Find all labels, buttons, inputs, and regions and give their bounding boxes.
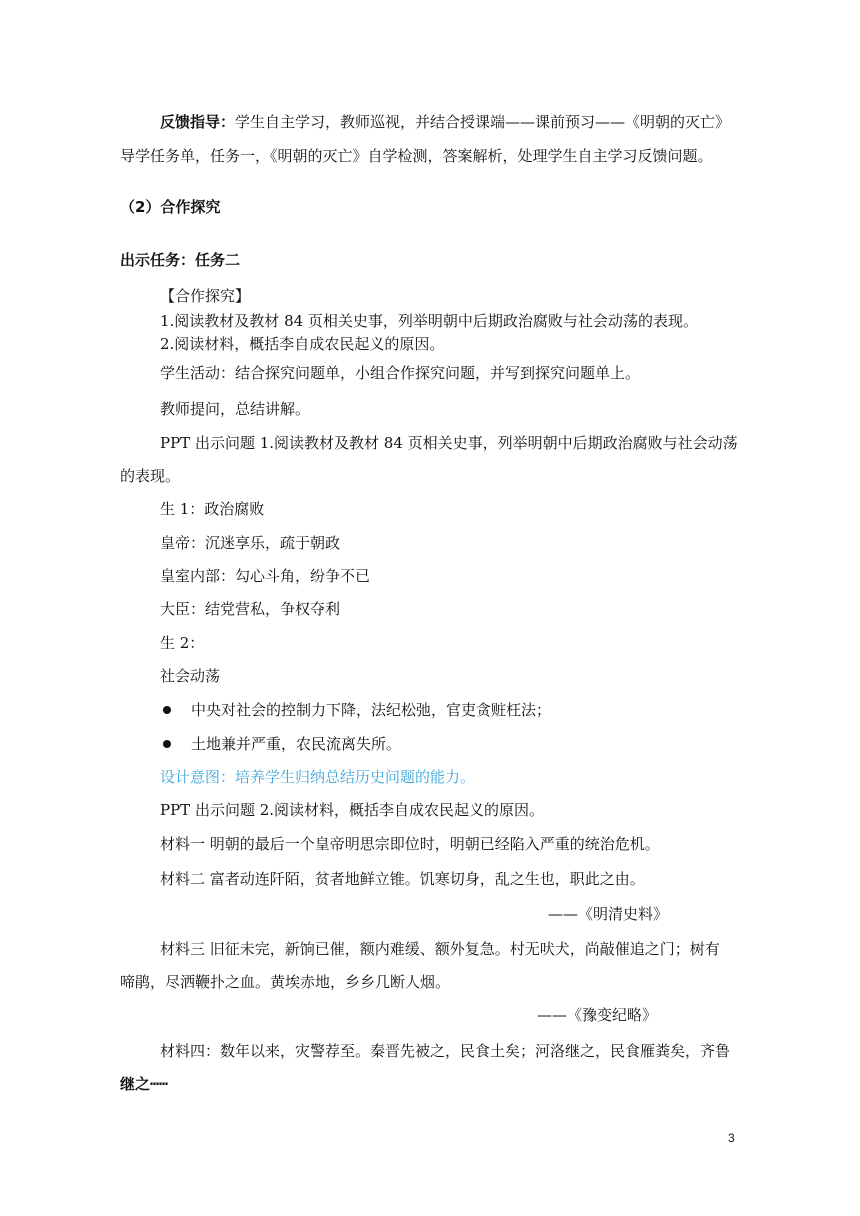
bullet-icon xyxy=(163,740,171,748)
bullet-item-2: 土地兼并严重，农民流离失所。 xyxy=(191,735,402,753)
material-3-source: ——《豫变纪略》 xyxy=(537,1006,658,1024)
material-2-source: ——《明清史料》 xyxy=(548,905,669,923)
student-1-emperor: 皇帝：沉迷享乐，疏于朝政 xyxy=(160,534,341,552)
material-2: 材料二 富者动连阡陌，贫者地鲜立锥。饥寒切身，乱之生也，职此之由。 xyxy=(160,870,645,888)
material-4-line-2: 继之┅┅ xyxy=(120,1075,169,1093)
teacher-question: 教师提问，总结讲解。 xyxy=(160,400,311,418)
material-1: 材料一 明朝的最后一个皇帝明思宗即位时，明朝已经陷入严重的统治危机。 xyxy=(160,835,660,853)
student-2-label: 生 2： xyxy=(160,634,205,652)
student-activity: 学生活动：结合探究问题单，小组合作探究问题，并写到探究问题单上。 xyxy=(160,364,641,382)
student-1-royal: 皇室内部：勾心斗角，纷争不已 xyxy=(160,567,371,585)
ppt-question-2: PPT 出示问题 2.阅读材料，概括李自成农民起义的原因。 xyxy=(160,801,545,819)
bullet-icon xyxy=(163,706,171,714)
feedback-label: 反馈指导： xyxy=(160,113,236,131)
feedback-line-2: 导学任务单，任务一，《明朝的灭亡》自学检测，答案解析，处理学生自主学习反馈问题。 xyxy=(120,147,713,165)
material-3-line-1: 材料三 旧征未完，新饷已催，额内难缓、额外复急。村无吠犬，尚敲催追之门；树有 xyxy=(160,940,720,958)
material-3-line-2: 啼鹃，尽洒鞭扑之血。黄埃赤地，乡乡几断人烟。 xyxy=(120,973,451,991)
feedback-text: 学生自主学习，教师巡视，并结合授课端——课前预习——《明朝的灭亡》 xyxy=(235,113,731,131)
ppt-question-1-line-2: 的表现。 xyxy=(120,467,181,485)
student-1-label: 生 1：政治腐败 xyxy=(160,500,265,518)
bullet-item-1: 中央对社会的控制力下降，法纪松弛，官吏贪赃枉法； xyxy=(191,701,552,719)
design-intent: 设计意图：培养学生归纳总结历史问题的能力。 xyxy=(160,768,476,786)
cooperative-item-2: 2.阅读材料，概括李自成农民起义的原因。 xyxy=(160,335,445,353)
section-heading: （2）合作探究 xyxy=(120,198,221,216)
task-heading: 出示任务：任务二 xyxy=(120,251,241,269)
page-number: 3 xyxy=(728,1131,735,1145)
cooperative-item-1: 1.阅读教材及教材 84 页相关史事，列举明朝中后期政治腐败与社会动荡的表现。 xyxy=(160,312,698,330)
cooperative-title: 【合作探究】 xyxy=(160,287,251,305)
material-4-line-1: 材料四：数年以来，灾警荐至。秦晋先被之，民食土矣；河洛继之，民食雁粪矣，齐鲁 xyxy=(160,1042,731,1060)
feedback-line-1 xyxy=(160,112,730,132)
student-1-ministers: 大臣：结党营私，争权夺利 xyxy=(160,600,341,618)
ppt-question-1-line-1: PPT 出示问题 1.阅读教材及教材 84 页相关史事，列举明朝中后期政治腐败与社会动荡 xyxy=(160,434,738,452)
social-unrest-label: 社会动荡 xyxy=(160,667,221,685)
